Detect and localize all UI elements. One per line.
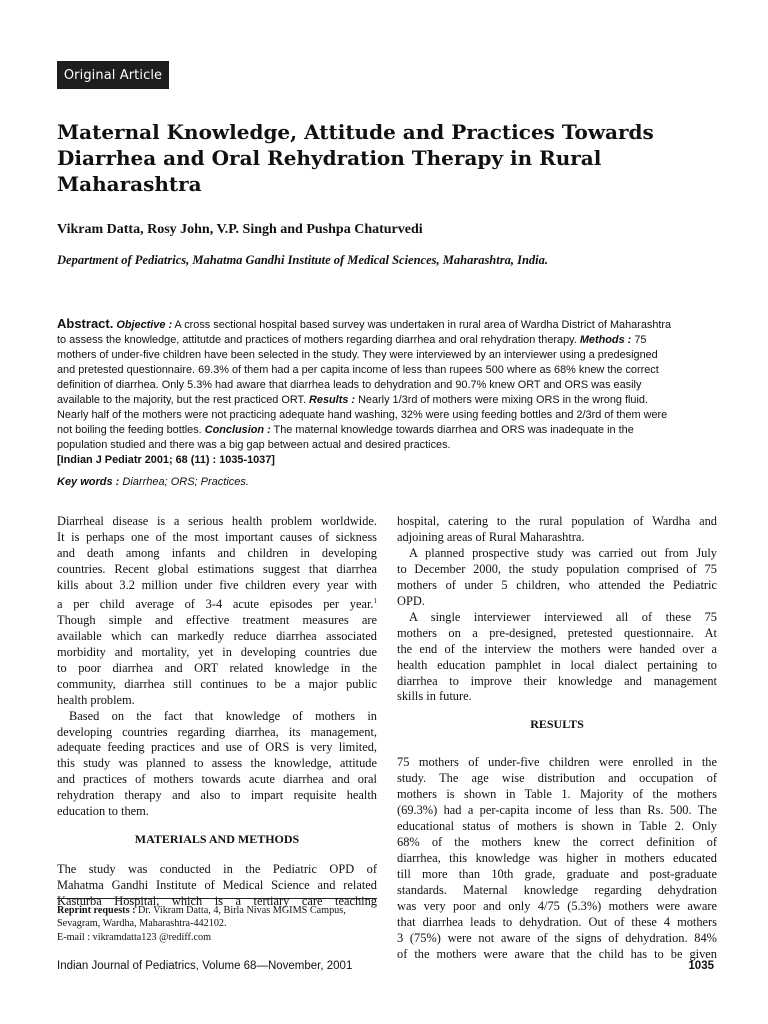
section-heading-results: RESULTS bbox=[530, 717, 584, 732]
body-line: mothers on a pre-designed, pretested questionnaire. At bbox=[397, 625, 717, 640]
title-line: Maharashtra bbox=[57, 172, 202, 196]
body-line: health problem. bbox=[57, 692, 135, 707]
conclusion-label: Conclusion : bbox=[204, 424, 271, 437]
footnote-line: E-mail : vikramdatta123 @rediff.com bbox=[57, 931, 212, 943]
section-heading-methods: MATERIALS AND METHODS bbox=[134, 832, 300, 847]
body-line: that diarrhea leads to dehydration. Out of these 4 mothers bbox=[397, 914, 717, 929]
body-line: mothers is shown in Table 1. Majority of the mothers bbox=[397, 787, 717, 802]
body-line: and practices of mothers towards acute diarrhea and oral bbox=[57, 772, 377, 787]
body-line: available which can markedly reduce diarrhea associated bbox=[57, 628, 377, 643]
objective-label: Objective : bbox=[116, 319, 173, 331]
body-line: standards. Maternal knowledge regarding dehydration bbox=[397, 883, 717, 898]
body-line: countries. Recent global estimations suggest that diarrhea bbox=[57, 561, 377, 576]
body-line: OPD. bbox=[397, 593, 425, 608]
abstract-line bbox=[57, 333, 717, 348]
abstract-line bbox=[57, 316, 717, 333]
abstract-line: mothers of under-five children have been selected in the study. They were interviewed by an interviewer using a predesigned bbox=[57, 349, 658, 362]
body-line: 68% of the mothers knew the correct definition of bbox=[397, 835, 717, 850]
body-line: health education pamphlet in local dialect pertaining to bbox=[397, 657, 717, 672]
footnote-text: Dr. Vikram Datta, 4, Birla Nivas MGIMS Campus, bbox=[138, 905, 346, 916]
body-line: community, diarrhea still continues to be a major public bbox=[57, 676, 377, 691]
footnote-line bbox=[57, 904, 377, 917]
abstract-text: Nearly 1/3rd of mothers were mixing ORS in the wrong fluid. bbox=[358, 394, 648, 407]
footnote-divider bbox=[57, 898, 377, 899]
left-column bbox=[57, 514, 377, 910]
body-line: The study was conducted in the Pediatric OPD of bbox=[57, 862, 377, 877]
abstract-line: Nearly half of the mothers were not practicing adequate hand washing, 32% were using feeding bottles and 2/3rd of them were bbox=[57, 409, 668, 422]
right-column bbox=[397, 514, 717, 963]
abstract-line: population studied and there was a big gap between actual and desired practices. bbox=[57, 439, 451, 452]
abstract-text: available to the majority, but the rest practiced ORT. bbox=[57, 394, 306, 407]
body-line: Though simple and effective treatment measures are bbox=[57, 612, 377, 627]
body-line: kills about 3.2 million under five children every year with bbox=[57, 577, 377, 592]
citation: [Indian J Pediatr 2001; 68 (11) : 1035-1037] bbox=[57, 454, 275, 467]
body-line: to December 2000, the study population comprised of 75 bbox=[397, 561, 717, 576]
body-line: diarrhea to improve their knowledge and management bbox=[397, 673, 717, 688]
body-line: Mahatma Gandhi Institute of Medical Science and related bbox=[57, 878, 377, 893]
body-line: mothers of under 5 children, who attended the Pediatric bbox=[397, 577, 717, 592]
journal-footer: Indian Journal of Pediatrics, Volume 68—November, 2001 bbox=[57, 960, 353, 972]
body-line: education to them. bbox=[57, 804, 149, 819]
body-line: (69.3%) had a per-capita income of less than Rs. 500. The bbox=[397, 803, 717, 818]
body-line: A planned prospective study was carried out from July bbox=[409, 545, 717, 560]
body-line: of the mothers were aware that the child has to be given bbox=[397, 946, 717, 961]
author-list: Vikram Datta, Rosy John, V.P. Singh and Pushpa Chaturvedi bbox=[57, 222, 423, 237]
abstract-text: The maternal knowledge towards diarrhea and ORS was inadequate in the bbox=[273, 424, 634, 437]
body-line: rehydration therapy and also to impart requisite health bbox=[57, 788, 377, 803]
page-number: 1035 bbox=[688, 960, 714, 972]
methods-label: Methods : bbox=[579, 334, 632, 347]
abstract-text: A cross sectional hospital based survey was undertaken in rural area of Wardha District of Maharashtra bbox=[174, 319, 672, 331]
abstract-line: definition of diarrhea. Only 5.3% had aware that diarrhea leads to dehydration and 90.7% knew ORT and ORS was easily bbox=[57, 379, 642, 392]
keywords-label: Key words : bbox=[57, 476, 120, 488]
article-type-badge: Original Article bbox=[57, 61, 169, 89]
abstract-heading: Abstract. bbox=[57, 316, 114, 331]
body-line: 75 mothers of under-five children were enrolled in the bbox=[397, 755, 717, 770]
body-line: Kasturba Hospital, which is a tertiary care teaching bbox=[57, 894, 377, 909]
body-line: It is perhaps one of the most important causes of sickness bbox=[57, 529, 377, 544]
abstract-text: to assess the knowledge, attitutde and practices of mothers regarding diarrhea and oral rehydration therapy. bbox=[57, 334, 577, 347]
abstract-line bbox=[57, 423, 717, 438]
body-line: was very poor and only 4/75 (5.3%) mothers were aware bbox=[397, 898, 717, 913]
body-line: Based on the fact that knowledge of mothers in bbox=[69, 708, 377, 723]
abstract-text: not boiling the feeding bottles. bbox=[57, 424, 202, 437]
footnote-line: Sevagram, Wardha, Maharashtra-442102. bbox=[57, 918, 227, 930]
body-line: till more than 10th grade, graduate and post-graduate bbox=[397, 867, 717, 882]
footnote-label: Reprint requests : bbox=[57, 905, 136, 916]
body-line bbox=[57, 594, 377, 613]
body-line: diarrhea, this knowledge was higher in mothers educated bbox=[397, 851, 717, 866]
body-line: morbidity and mortality, yet in developing countries due bbox=[57, 644, 377, 659]
body-line: this study was planned to assess the knowledge, attitude bbox=[57, 756, 377, 771]
title-line: Diarrhea and Oral Rehydration Therapy in Rural bbox=[57, 146, 602, 170]
body-line: adequate feeding practices and use of ORS is very limited, bbox=[57, 740, 377, 755]
body-line: adjoining areas of Rural Maharashtra. bbox=[397, 529, 585, 544]
body-line: A single interviewer interviewed all of these 75 bbox=[409, 609, 717, 624]
abstract-text: 75 bbox=[634, 334, 647, 347]
reprint-footnote bbox=[57, 904, 377, 944]
body-line: and death among infants and children in developing bbox=[57, 545, 377, 560]
results-label: Results : bbox=[309, 394, 356, 407]
affiliation: Department of Pediatrics, Mahatma Gandhi Institute of Medical Sciences, Maharashtra, India. bbox=[57, 253, 549, 267]
keywords bbox=[57, 476, 249, 488]
abstract bbox=[57, 316, 717, 468]
title-line: Maternal Knowledge, Attitude and Practices Towards bbox=[57, 120, 654, 144]
body-line: to poor diarrhea and ORT related knowledge in the bbox=[57, 660, 377, 675]
body-text: a per child average of 3-4 acute episodes per year. bbox=[57, 596, 374, 611]
body-line: developing countries regarding diarrhea, its management, bbox=[57, 724, 377, 739]
reference-marker: 1 bbox=[373, 596, 377, 605]
body-line: Diarrheal disease is a serious health problem worldwide. bbox=[57, 514, 377, 528]
body-line: study. The age wise distribution and occupation of bbox=[397, 771, 717, 786]
body-line: 3 (75%) were not aware of the signs of dehydration. 84% bbox=[397, 930, 717, 945]
body-line: educational status of mothers is shown in Table 2. Only bbox=[397, 819, 717, 834]
abstract-line: and pretested questionnaire. 69.3% of them had a per capita income of less than rupees 500 where as 68% knew the correct bbox=[57, 364, 659, 377]
body-line: skills in future. bbox=[397, 689, 472, 704]
body-line: the end of the interview the mothers were handed over a bbox=[397, 641, 717, 656]
body-line: hospital, catering to the rural population of Wardha and bbox=[397, 514, 717, 528]
keywords-text: Diarrhea; ORS; Practices. bbox=[122, 476, 249, 488]
abstract-line bbox=[57, 393, 717, 408]
article-title bbox=[57, 119, 697, 197]
